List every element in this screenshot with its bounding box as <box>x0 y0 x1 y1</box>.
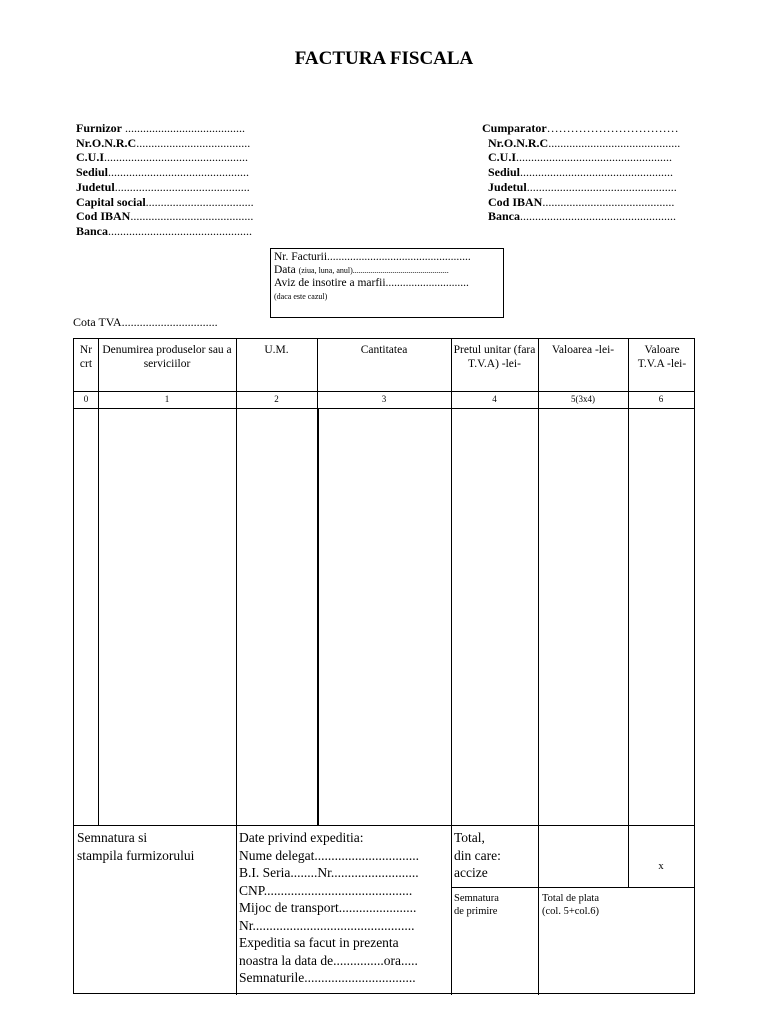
semnatura-primire: Semnatura de primire <box>454 893 499 917</box>
expeditie-line[interactable]: CNP............................................ <box>239 882 413 898</box>
expeditie-line[interactable]: Mijoc de transport....................... <box>239 900 417 915</box>
aviz-hint: (daca este cazul) <box>274 292 328 301</box>
cumparator-row: Cumparator…………………………… <box>482 121 679 135</box>
aviz-field[interactable]: Aviz de insotire a marfii............................. <box>274 277 469 289</box>
column-number: 5(3x4) <box>571 394 595 404</box>
cota-tva-field[interactable]: Cota TVA................................ <box>73 315 218 329</box>
cumparator-row: Judetul.................................................. <box>488 179 677 194</box>
furnizor-row: Nr.O.N.R.C...................................... <box>76 135 251 150</box>
expeditie-line[interactable]: Semnaturile................................. <box>239 970 416 985</box>
furnizor-row: Capital social.................................... <box>76 194 254 209</box>
column-line <box>317 408 319 825</box>
header-divider <box>74 391 694 392</box>
cumparator-row: Sediul................................................... <box>488 165 674 180</box>
cumparator-block <box>482 121 680 224</box>
furnizor-row: Judetul............................................. <box>76 179 250 194</box>
column-number: 0 <box>83 394 89 404</box>
total-label: Total, din care: accize <box>454 830 501 880</box>
column-number: 2 <box>274 394 279 404</box>
header-pretul-unitar: Pretul unitar (fara T.V.A) -lei- <box>453 344 536 370</box>
column-line <box>236 339 237 995</box>
column-line <box>628 339 629 887</box>
furnizor-row: Cod IBAN......................................... <box>76 209 254 224</box>
header-um: U.M. <box>264 344 289 356</box>
furnizor-row: C.U.I................................................ <box>76 150 249 165</box>
header-cantitatea: Cantitatea <box>360 344 408 356</box>
total-divider <box>451 887 694 888</box>
header-valoare-tva: Valoare T.V.A -lei- <box>637 344 687 370</box>
furnizor-row: Sediul............................................... <box>76 165 250 180</box>
furnizor-row: Furnizor ........................................ <box>76 121 245 135</box>
expeditie-line[interactable]: Nr................................................ <box>239 917 415 933</box>
invoice-number-field[interactable]: Nr. Facturii.................................................. <box>274 251 471 263</box>
expeditie-line[interactable]: B.I. Seria........Nr.......................... <box>239 865 419 880</box>
header-denumirea: Denumirea produselor sau a serviciilor <box>102 344 232 370</box>
invoice-table <box>73 338 695 994</box>
invoice-date-field[interactable]: Data (ziua, luna, anul)................................................ <box>274 264 449 276</box>
footer-divider <box>74 825 694 826</box>
total-de-plata: Total de plata (col. 5+col.6) <box>542 893 599 917</box>
page-title: FACTURA FISCALA <box>294 48 474 69</box>
column-number: 6 <box>658 394 664 404</box>
expeditie-line: Expeditia sa facut in prezenta <box>239 935 399 950</box>
header-valoarea: Valoarea -lei- <box>551 344 615 356</box>
cumparator-row: Banca.................................................... <box>488 209 677 224</box>
expeditie-line[interactable]: noastra la data de...............ora..... <box>239 952 418 968</box>
cumparator-row: Nr.O.N.R.C............................................ <box>488 135 681 150</box>
header-nr-crt: Nr crt <box>79 344 93 370</box>
column-line <box>451 339 452 995</box>
column-number: 4 <box>492 394 497 404</box>
invoice-number-box <box>270 248 504 318</box>
expeditie-line: Date privind expeditia: <box>239 830 364 845</box>
semnatura-furnizor: Semnatura si stampila furmizorului <box>77 830 195 863</box>
expeditie-block <box>239 829 419 987</box>
cumparator-row: C.U.I.................................................... <box>488 150 673 165</box>
expeditie-line[interactable]: Nume delegat............................... <box>239 847 419 863</box>
column-number: 3 <box>381 394 387 404</box>
items-area[interactable] <box>99 409 235 824</box>
cumparator-row: Cod IBAN............................................ <box>488 194 675 209</box>
furnizor-block <box>76 121 254 239</box>
x-mark: x <box>658 861 664 872</box>
column-number: 1 <box>164 394 170 404</box>
furnizor-row: Banca................................................ <box>76 223 253 238</box>
column-line <box>538 339 539 995</box>
